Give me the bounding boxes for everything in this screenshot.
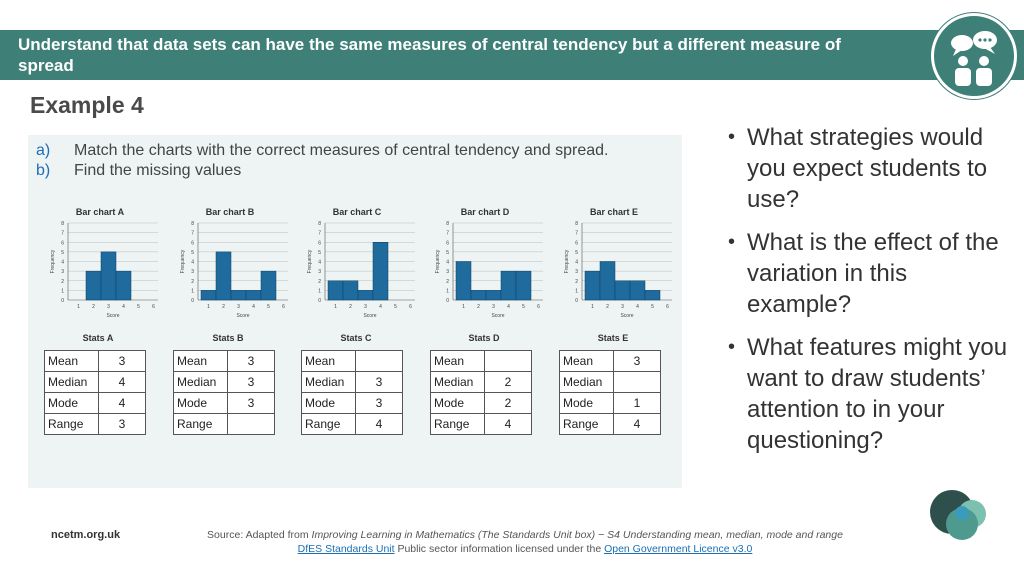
y-axis-label: Frequency — [180, 249, 186, 274]
x-tick-label: 1 — [77, 304, 80, 310]
ncetm-circles-icon — [925, 486, 995, 546]
stat-value: 2 — [485, 372, 532, 393]
y-tick-label: 6 — [575, 240, 578, 247]
bar — [456, 262, 471, 301]
x-tick-label: 3 — [492, 304, 495, 310]
x-tick-label: 6 — [537, 304, 540, 310]
stat-key: Mean — [302, 351, 356, 372]
page-title: Understand that data sets can have the same measures of central tendency but a different measure of spread — [18, 35, 841, 75]
question-text: What features might you want to draw students’ attention to in your questioning? — [747, 334, 1008, 454]
stat-key: Range — [431, 414, 485, 435]
x-axis-label: Score — [363, 313, 377, 319]
stat-key: Range — [302, 414, 356, 435]
y-tick-label: 6 — [191, 240, 194, 247]
stat-key: Mean — [431, 351, 485, 372]
chart-title: Bar chart A — [75, 207, 125, 217]
bar — [585, 271, 600, 300]
stat-value: 3 — [228, 393, 275, 414]
instruction-label: b) — [36, 162, 51, 179]
discussion-logo-icon — [931, 13, 1017, 99]
stat-value: 4 — [356, 414, 403, 435]
instruction-text: Find the missing values — [74, 162, 242, 179]
source-credit — [150, 528, 900, 556]
stat-key: Median — [431, 372, 485, 393]
y-tick-label: 3 — [191, 269, 194, 276]
y-tick-label: 5 — [446, 249, 449, 256]
y-tick-label: 3 — [61, 269, 64, 276]
y-tick-label: 0 — [191, 298, 194, 304]
x-tick-label: 4 — [636, 304, 639, 310]
x-tick-label: 5 — [137, 304, 140, 310]
y-tick-label: 6 — [318, 240, 321, 247]
stat-key: Median — [302, 372, 356, 393]
bar — [358, 290, 373, 300]
stat-key: Mode — [302, 393, 356, 414]
y-tick-label: 8 — [446, 221, 449, 227]
stat-value: 4 — [99, 372, 146, 393]
bar — [501, 271, 516, 300]
stat-key: Mode — [431, 393, 485, 414]
chart-title: Bar chart D — [460, 207, 510, 217]
stat-key: Median — [560, 372, 614, 393]
y-tick-label: 5 — [61, 249, 64, 256]
question-item — [726, 122, 1016, 215]
stats-title: Stats A — [82, 333, 114, 343]
x-tick-label: 1 — [462, 304, 465, 310]
bar — [261, 271, 276, 300]
licence-link[interactable]: Open Government Licence v3.0 — [604, 543, 753, 555]
stat-key: Mean — [560, 351, 614, 372]
x-tick-label: 4 — [507, 304, 510, 310]
bar — [645, 290, 660, 300]
x-tick-label: 2 — [222, 304, 225, 310]
x-tick-label: 5 — [267, 304, 270, 310]
bar — [630, 281, 645, 300]
y-tick-label: 6 — [61, 240, 64, 247]
y-tick-label: 3 — [575, 269, 578, 276]
question-text: What is the effect of the variation in this example? — [747, 229, 999, 318]
question-item — [726, 227, 1016, 320]
bar — [615, 281, 630, 300]
stats-table-e — [559, 350, 661, 435]
y-axis-label: Frequency — [564, 249, 570, 274]
x-tick-label: 2 — [477, 304, 480, 310]
stats-title: Stats E — [597, 333, 629, 343]
y-tick-label: 7 — [61, 230, 64, 237]
stat-key: Mode — [45, 393, 99, 414]
stat-value: 3 — [228, 351, 275, 372]
bar-charts — [28, 135, 682, 335]
stat-value: 3 — [228, 372, 275, 393]
chart-title: Bar chart C — [332, 207, 382, 217]
x-tick-label: 5 — [522, 304, 525, 310]
stat-value: 4 — [485, 414, 532, 435]
stats-table-d — [430, 350, 532, 435]
y-axis-label: Frequency — [307, 249, 313, 274]
x-tick-label: 4 — [379, 304, 382, 310]
stat-value: 1 — [614, 393, 661, 414]
stat-value: 3 — [356, 393, 403, 414]
stat-key: Range — [174, 414, 228, 435]
y-tick-label: 7 — [575, 230, 578, 237]
x-tick-label: 2 — [606, 304, 609, 310]
y-tick-label: 1 — [446, 288, 449, 295]
stats-title: Stats D — [468, 333, 500, 343]
y-tick-label: 0 — [446, 298, 449, 304]
bar — [516, 271, 531, 300]
stat-key: Range — [560, 414, 614, 435]
y-tick-label: 5 — [318, 249, 321, 256]
y-axis-label: Frequency — [50, 249, 56, 274]
y-tick-label: 4 — [191, 259, 194, 266]
stat-key: Median — [45, 372, 99, 393]
x-tick-label: 3 — [364, 304, 367, 310]
chart-title: Bar chart E — [589, 207, 639, 217]
y-tick-label: 2 — [446, 278, 449, 285]
y-tick-label: 7 — [318, 230, 321, 237]
x-tick-label: 5 — [394, 304, 397, 310]
stat-value: 3 — [99, 414, 146, 435]
x-tick-label: 5 — [651, 304, 654, 310]
stat-value: 3 — [99, 351, 146, 372]
x-tick-label: 3 — [237, 304, 240, 310]
stat-value — [356, 351, 403, 372]
bar — [328, 281, 343, 300]
stat-value — [614, 372, 661, 393]
y-tick-label: 4 — [575, 259, 578, 266]
bar — [471, 290, 486, 300]
stat-key: Mean — [174, 351, 228, 372]
y-tick-label: 2 — [191, 278, 194, 285]
question-text: What strategies would you expect students to use? — [747, 124, 988, 213]
x-tick-label: 2 — [349, 304, 352, 310]
y-tick-label: 1 — [575, 288, 578, 295]
y-tick-label: 1 — [191, 288, 194, 295]
x-tick-label: 4 — [122, 304, 125, 310]
y-tick-label: 7 — [191, 230, 194, 237]
y-axis-label: Frequency — [435, 249, 441, 274]
x-tick-label: 1 — [207, 304, 210, 310]
stats-title: Stats C — [340, 333, 372, 343]
x-tick-label: 3 — [107, 304, 110, 310]
bar — [600, 262, 615, 301]
site-name: ncetm.org.uk — [51, 529, 121, 541]
x-axis-label: Score — [106, 313, 120, 319]
example-title: Example 4 — [30, 92, 144, 118]
source-title: Improving Learning in Mathematics (The Standards Unit box) − S4 Understanding mean, median, mode and range — [311, 529, 843, 541]
stat-value: 2 — [485, 393, 532, 414]
stat-key: Range — [45, 414, 99, 435]
bar — [343, 281, 358, 300]
x-tick-label: 1 — [334, 304, 337, 310]
y-tick-label: 2 — [575, 278, 578, 285]
x-tick-label: 1 — [591, 304, 594, 310]
stats-title: Stats B — [212, 333, 244, 343]
bar — [101, 252, 116, 300]
stat-value: 4 — [614, 414, 661, 435]
chart-title: Bar chart B — [205, 207, 255, 217]
source-prefix: Source: Adapted from — [207, 529, 312, 541]
stat-key: Mode — [174, 393, 228, 414]
x-tick-label: 4 — [252, 304, 255, 310]
stat-key: Mean — [45, 351, 99, 372]
y-tick-label: 2 — [318, 278, 321, 285]
x-axis-label: Score — [620, 313, 634, 319]
y-tick-label: 8 — [318, 221, 321, 227]
x-tick-label: 6 — [409, 304, 412, 310]
stats-table-a — [44, 350, 146, 435]
bullet-icon: • — [728, 231, 736, 253]
bar — [116, 271, 131, 300]
stat-value — [228, 414, 275, 435]
bullet-icon: • — [728, 126, 736, 148]
y-tick-label: 3 — [318, 269, 321, 276]
y-tick-label: 4 — [318, 259, 321, 266]
bar — [486, 290, 501, 300]
y-tick-label: 1 — [61, 288, 64, 295]
x-tick-label: 6 — [282, 304, 285, 310]
bullet-icon: • — [728, 336, 736, 358]
stat-value — [485, 351, 532, 372]
y-tick-label: 0 — [61, 298, 64, 304]
y-tick-label: 3 — [446, 269, 449, 276]
stat-value: 4 — [99, 393, 146, 414]
y-tick-label: 8 — [575, 221, 578, 227]
y-tick-label: 8 — [61, 221, 64, 227]
x-tick-label: 2 — [92, 304, 95, 310]
x-tick-label: 6 — [152, 304, 155, 310]
bar — [216, 252, 231, 300]
stat-key: Mode — [560, 393, 614, 414]
stats-table-b — [173, 350, 275, 435]
bar — [231, 290, 246, 300]
y-tick-label: 2 — [61, 278, 64, 285]
discussion-questions — [726, 122, 1016, 468]
y-tick-label: 5 — [191, 249, 194, 256]
y-tick-label: 0 — [318, 298, 321, 304]
y-tick-label: 1 — [318, 288, 321, 295]
x-axis-label: Score — [491, 313, 505, 319]
standards-unit-link[interactable]: DfES Standards Unit — [297, 543, 395, 555]
bar — [86, 271, 101, 300]
y-tick-label: 6 — [446, 240, 449, 247]
bar — [246, 290, 261, 300]
activity-panel — [28, 135, 682, 488]
x-axis-label: Score — [236, 313, 250, 319]
bar — [373, 242, 388, 300]
bar — [201, 290, 216, 300]
stats-table-c — [301, 350, 403, 435]
y-tick-label: 8 — [191, 221, 194, 227]
instruction-label: a) — [36, 142, 51, 159]
instruction-text: Match the charts with the correct measures of central tendency and spread. — [74, 142, 609, 159]
y-tick-label: 0 — [575, 298, 578, 304]
y-tick-label: 4 — [446, 259, 449, 266]
x-tick-label: 3 — [621, 304, 624, 310]
stat-value: 3 — [614, 351, 661, 372]
x-tick-label: 6 — [666, 304, 669, 310]
question-item — [726, 332, 1016, 456]
stat-key: Median — [174, 372, 228, 393]
y-tick-label: 7 — [446, 230, 449, 237]
source-middle: Public sector information licensed under the — [394, 543, 605, 555]
stat-value: 3 — [356, 372, 403, 393]
y-tick-label: 4 — [61, 259, 64, 266]
y-tick-label: 5 — [575, 249, 578, 256]
